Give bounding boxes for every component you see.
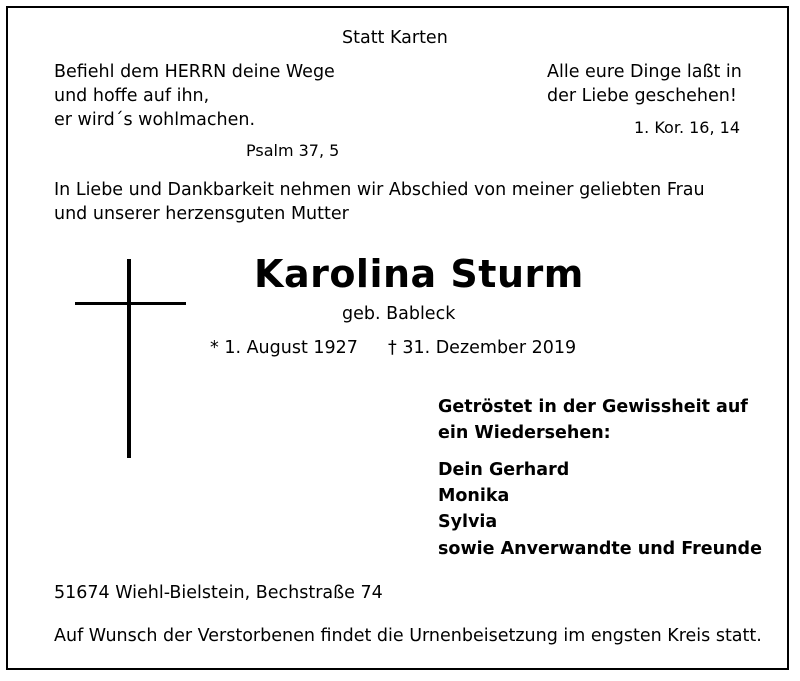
header-title: Statt Karten [342,28,448,48]
intro-line-1: In Liebe und Dankbarkeit nehmen wir Abschied von meiner geliebten Frau [54,180,705,200]
consolation-line-2: ein Wiedersehen: [438,423,611,443]
verse-left-reference: Psalm 37, 5 [246,141,340,160]
verse-right-reference: 1. Kor. 16, 14 [634,118,741,137]
intro-line-2: und unserer herzensguten Mutter [54,204,349,224]
mourner-1: Dein Gerhard [438,460,570,480]
verse-left-line-3: er wird´s wohlmachen. [54,110,256,130]
verse-left-line-1: Befiehl dem HERRN deine Wege [54,62,335,82]
cross-icon-bar [75,302,186,305]
address: 51674 Wiehl-Bielstein, Bechstraße 74 [54,583,383,603]
maiden-name: geb. Bableck [342,304,456,324]
cross-icon [127,259,131,458]
consolation-line-1: Getröstet in der Gewissheit auf [438,397,748,417]
verse-right-line-1: Alle eure Dinge laßt in [547,62,742,82]
mourner-4: sowie Anverwandte und Freunde [438,539,762,559]
verse-left-line-2: und hoffe auf ihn, [54,86,210,106]
deceased-name: Karolina Sturm [254,252,584,296]
verse-right-line-2: der Liebe geschehen! [547,86,737,106]
death-date: † 31. Dezember 2019 [388,338,577,358]
mourner-3: Sylvia [438,512,498,532]
birth-date: * 1. August 1927 [210,338,358,358]
footer-note: Auf Wunsch der Verstorbenen findet die Urnenbeisetzung im engsten Kreis statt. [54,626,762,646]
mourner-2: Monika [438,486,510,506]
